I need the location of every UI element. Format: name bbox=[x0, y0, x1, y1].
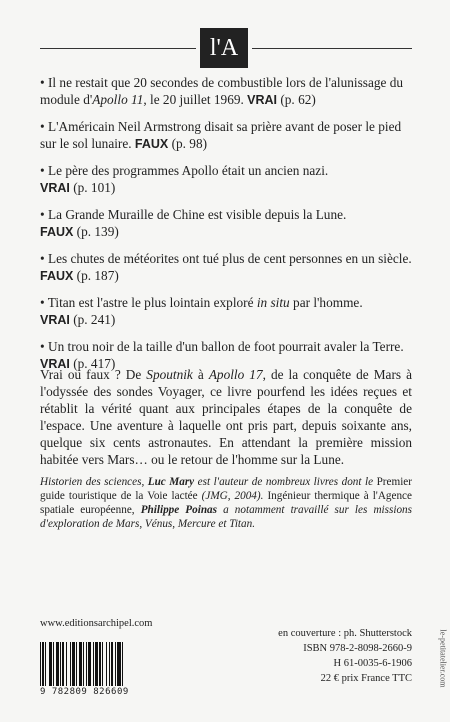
cover-credit: en couverture : ph. Shutterstock bbox=[278, 628, 412, 639]
barcode-bars bbox=[40, 642, 156, 686]
isbn: ISBN 978-2-8098-2660-9 bbox=[303, 643, 412, 654]
fact-item: • Les chutes de météorites ont tué plus de cent personnes en un siècle. FAUX (p. 187) bbox=[40, 251, 412, 283]
verdict-label: FAUX bbox=[134, 137, 169, 151]
fact-item: • Il ne restait que 20 secondes de combustible lors de l'alunissage du module d'Apollo 11, le 20 juillet 1969. VRAI (p. 62) bbox=[40, 75, 404, 107]
verdict-label: VRAI bbox=[40, 313, 70, 327]
fact-item: • La Grande Muraille de Chine est visible depuis la Lune. FAUX (p. 139) bbox=[40, 207, 347, 239]
colophon bbox=[278, 626, 412, 686]
page-ref: (p. 187) bbox=[76, 268, 119, 283]
fact-item: • Titan est l'astre le plus lointain exploré in situ par l'homme. VRAI (p. 241) bbox=[40, 295, 363, 327]
verdict-label: FAUX bbox=[40, 225, 74, 239]
verdict-label: VRAI bbox=[40, 181, 70, 195]
fact-item: • Un trou noir de la taille d'un ballon de foot pourrait avaler la Terre. VRAI (p. 417) bbox=[40, 339, 404, 371]
author-bio: Historien des sciences, Luc Mary est l'auteur de nombreux livres dont le Premier guide touristique de la Voie lactée (JMG, 2004). Ingénieur thermique à l'Agence spatiale européenne, Philippe Poinas a notamment travaillé sur les missions d'exploration de Mars, Vénus, Mercure et Titan. bbox=[40, 476, 412, 531]
fact-item: • L'Américain Neil Armstrong disait sa prière avant de poser le pied sur le sol lunaire. FAUX (p. 98) bbox=[40, 119, 402, 151]
page-ref: (p. 98) bbox=[171, 136, 208, 151]
spine-credit: le-petitatelier.com bbox=[438, 629, 448, 688]
verdict-label: FAUX bbox=[40, 269, 74, 283]
barcode-stripe bbox=[123, 642, 125, 686]
isbn-barcode bbox=[40, 642, 156, 700]
page-ref: (p. 101) bbox=[73, 180, 116, 195]
author-name: Luc Mary bbox=[147, 476, 195, 489]
page-ref: (p. 241) bbox=[73, 312, 116, 327]
facts-list bbox=[40, 74, 412, 382]
page-ref: (p. 417) bbox=[73, 356, 116, 371]
verdict-label: VRAI bbox=[247, 93, 278, 107]
book-description: Vrai ou faux ? De Spoutnik à Apollo 17, de la conquête de Mars à l'odyssée des sondes Voyager, ce livre pourfend les idées reçues et rétablit la vérité quant aux principales étapes de la conquête de l'espace. Une aventure à laquelle ont pris part, depuis soixante ans, quelque six cents astronautes. En attendant la première mission habitée vers Mars… ou le retour de l'homme sur la Lune. bbox=[40, 367, 412, 468]
author-name: Philippe Poinas bbox=[140, 504, 218, 517]
header-rule-right bbox=[252, 48, 412, 49]
price: 22 € prix France TTC bbox=[320, 673, 412, 684]
page-ref: (p. 62) bbox=[280, 92, 316, 107]
fact-item: • Le père des programmes Apollo était un ancien nazi. VRAI (p. 101) bbox=[40, 163, 329, 195]
product-code: H 61-0035-6-1906 bbox=[333, 658, 412, 669]
verdict-label: VRAI bbox=[40, 357, 70, 371]
publisher-website[interactable]: www.editionsarchipel.com bbox=[40, 618, 153, 629]
page-ref: (p. 139) bbox=[76, 224, 119, 239]
header-rule-left bbox=[40, 48, 196, 49]
publisher-logo: l'A bbox=[200, 28, 248, 68]
barcode-digits: 9 782809 826609 bbox=[40, 687, 129, 697]
